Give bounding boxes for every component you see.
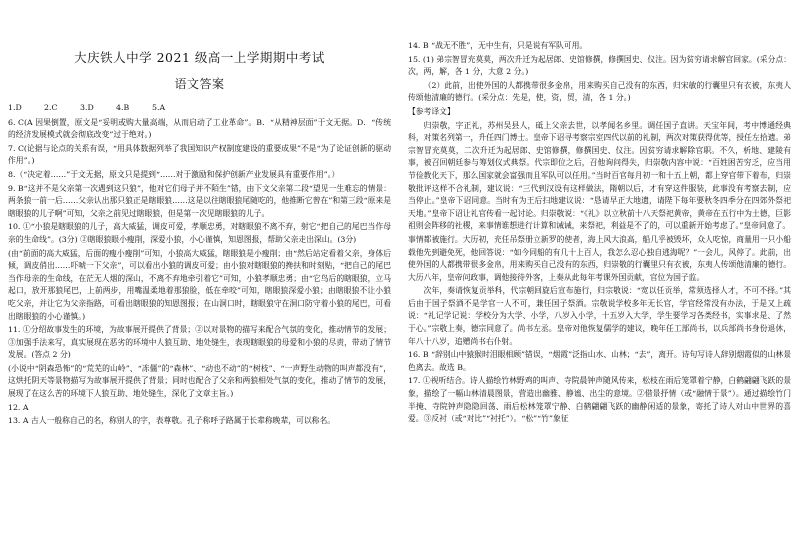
left-column (8, 40, 391, 555)
answer-paragraph: 17. ①视听结合。诗人描绘竹林野鸡的叫声、寺院晨钟声随风传来，松枝在雨后笼罩着宁静，白鹤翩翩飞跃的景象，描绘了一幅山林清晨图景，营造出幽雅、静谧、出尘的意境。②借景抒情（或“融情于景”）。通过描绘竹门半掩、寺院钟声隐隐回荡、雨后松林笼罩宁静、白鹤翩翩飞跃的幽静闲适的景象，寄托了诗人对山中世界的喜爱。③反衬（或“对比”“衬托”）。“松”“竹”象征 (408, 376, 791, 424)
translation-paragraph: 次年，奏请恢复贡举科，代宗朝回旋后宣布施行，归宗敬说：“宽以任贡举，常须选择人才，不可不择。”其后由于国子祭酒不是学官一人不可，兼任国子祭酒。宗敬说学校多年无长官，学官经常没有办法，于是又上疏说：“礼记学记说：学校分为大学、小学，八岁入小学，十五岁入大学，学生要学习各类经书，实事求是、了然于心。”宗敬上奏，德宗同意了。尚书左丞。皇帝对他恢复儒学的建议，晚年任工部尚书，以兵部尚书身份退休，年八十八岁，追赠尚书右仆射。 (408, 286, 791, 346)
translation-paragraph: 事情都被施行。大历初，充任吊祭册立新罗的使者，海上风大浪高，船几乎被毁坏，众人吃惊，商量用一只小船载他先到避免死，他回答说：“如今同船的有几十上百人，我怎么忍心独自逃海呢？”一会儿，风停了。此前，出使外国的人都携带很多金帛，用来购买自己没有的东西，归崇敬的行囊里只有衣被，东夷人传颂他清廉的德行。大历八年，皇帝问政事，调他接待外客，上奏从此每年考课外国贡献，官位为国子监。 (408, 234, 791, 282)
reference-translation-heading: 【参考译文】 (408, 106, 455, 116)
mcq-answer: 4.B (116, 103, 130, 112)
page-title: 大庆铁人中学 2021 级高一上学期期中考试 (74, 50, 325, 65)
answer-paragraph: (小说中“阴森恐怖”的“荒芜的山岭”、“冻僵”的“森林”、“动也不动”的“树枝”、“一声野生动物的叫声都没有”，这烘托阴天等景物描写为故事展开提供了背景；同时也配合了父亲和两狼相处气氛的变化，推动了情节的发展，展现了在这么苦的环境下人狼互助、地处缝生，深化了文章主旨。) (8, 363, 391, 399)
answer-paragraph: 7. C(论据与论点的关系有误，“用具体数据列举了我国知识产权制度建设的重要成果”不是“为了论证创新的驱动作用”。) (8, 143, 391, 166)
mcq-answer: 2.C (44, 103, 58, 112)
mcq-answer: 1.D (8, 103, 22, 112)
mcq-answers (8, 102, 391, 115)
answer-paragraph: 13. A 古人一般称自己的名，称别人的字，表尊敬。孔子称呼子路属于长辈称晚辈，可以称名。 (8, 416, 336, 426)
answer-paragraph: （2）此前，出使外国的人都携带很多金帛，用来购买自己没有的东西，归宋敏的行囊里只有衣被，东夷人传颂他清廉的德行。(采分点：先是，使，资，贸，清，各 1 分。) (408, 80, 791, 103)
answer-paragraph: 6. C(A 因果倒置，原文是“妥明或购大量高端，从而启动了工业革命”。B．“从精神层面”于文无据。D．“传统的经济发展模式就会彻底改变”过于绝对。) (8, 117, 391, 140)
answer-paragraph: 16. B “辞别山中猿猴时泪眼相顾”错误，“烟霞”泛指山水、山林；“去”，离开。诗句写诗人辞别烟霞似的山林景色离去。故选 B。 (408, 350, 791, 372)
answer-paragraph: 15. (1) 弟宗智冒充莫莫，两次升迁为起居郎、史馆修撰，修撰国史、仪注。因为贫穷请求解官回家。(采分点：次，两，解，各 1 分，大意 2 分。) (408, 54, 791, 77)
translation-paragraph: 归崇敬，字正礼，苏州吴县人，砥上父亲去世，以孝闻名乡里。调任国子直讲。天宝年间，考中博通经典科，对策名列第一，升任四门博士。皇帝下诏寻考察宗室四代以前的礼制，两次对策获得优等，授任左拾遗。弟宗智冒充莫莫，二次升迁为起居郎、史馆修撰，修撰国史、仪注。因贫穷请求解除官职。不久，析地、建陵有事，被召回朝廷参与筹划仪式典祭。代宗即位之后，召他询问得失，归崇敬内容中说：“百姓困苦穷乏，应当用节俭教化天下，那么国家就会富强而且军队可以任用。”当时百官每月初一和十五上朝，都上穿官带下着布，归崇敬批评这样不合礼制，建议说：“三代到汉设有这样做法，隋朝以后，才有穿这件服装，此事没有考察去制，应当停止。”皇帝下诏同意。当时有为王后扫地建议说：“恳请早正大地遗，请陛下每年要秋冬四季分在四郊外祭祀天地。”皇帝下诏让礼官传看一起讨论。归崇敬说：“《礼》以立秋前十八天祭祀黄帝，黄帝在五行中为土德，巨影祖则会阵移的社稷，来事情谁想进行计算和诫诫，来祭祀，利益是不了的，可以重新开始考虑了。”皇帝同意了。 (408, 120, 791, 231)
answer-paragraph: 9. B“这并不是父亲第一次遇到这只狼”，他对它们母子并不陌生”错，由下文父亲第二段“望见一生难忘的情景：两条狼一前一后……父亲认出那只狼正是瞎眼狼……这是以往瞎眼狼尾随吃的，他推断它曾在”和第三段“原来是瞎眼狼的儿子啊”可知，父亲之前见过瞎眼狼，但是第一次见瞎眼狼的儿子。 (8, 183, 391, 218)
answer-paragraph: 12. A (8, 402, 29, 412)
answer-paragraph: 10. ①“小狼是瞎眼狼的儿子，高大威猛，调皮可爱，孝顺忠勇，对瞎眼狼不离不弃，射它“把自己的尾巴当作母亲的生命线”。(3分) ②瞎眼狼眼小瘦削，深爱小狼，小心谨慎，知恩图报，帮助父亲走出深山。(3分) (8, 222, 391, 244)
answer-paragraph: 14. B “战无不胜”，无中生有，只是说有军队可用。 (408, 41, 588, 50)
page-subtitle: 语文答案 (174, 77, 225, 91)
right-column (408, 40, 791, 555)
answer-paragraph: 8.（“决定着……”于文无据，原文只是提到“……对于激励和保护创新产业发展具有重要作用”。） (8, 169, 340, 179)
answer-paragraph: (由“前面的高大威猛，后面的瘦小瘦削”可知，小狼高大威猛，瞎眼狼是小瘦削；由“然后站定看着父亲，身体后倾，调皮俏出……吓唬一下父亲”，可以看出小狼的调皮可爱；由小狼对瞎眼狼的搀扶和时刻贴，“把自己的尾巴当作母亲的生命线，在茫无人烟的深山，不离不弃地牵引着它”可知，小狼孝顺忠勇；由“它鸟后的瞎眼狼，立马起口，放开那狼尾巴，上前两步，用嘴温柔地着那狼脸，低在牵咬”可知，瞎眼狼深爱小狼；由瞎眼狼不让小狼吃父亲，并让它为父亲指路，可看出瞎眼狼的知恩图报；在山洞口时，瞎眼狼守在洞口防守着小狼的尾巴，可看出瞎眼狼的小心谨慎。) (8, 248, 391, 321)
mcq-answer: 3.D (80, 103, 94, 112)
mcq-answer: 5.A (152, 103, 166, 112)
answer-paragraph: 11. ①分绍故事发生的环境，为故事展开提供了背景；②以对景物的描写来配合气氛的变化，推动情节的发展；③加强手法来写，真实展现在恶劣的环境中人狼互助、地处缝生，表现瞎眼狼的母爱和小狼的尽责，带动了情节发展。(答点 2 分) (8, 325, 391, 360)
